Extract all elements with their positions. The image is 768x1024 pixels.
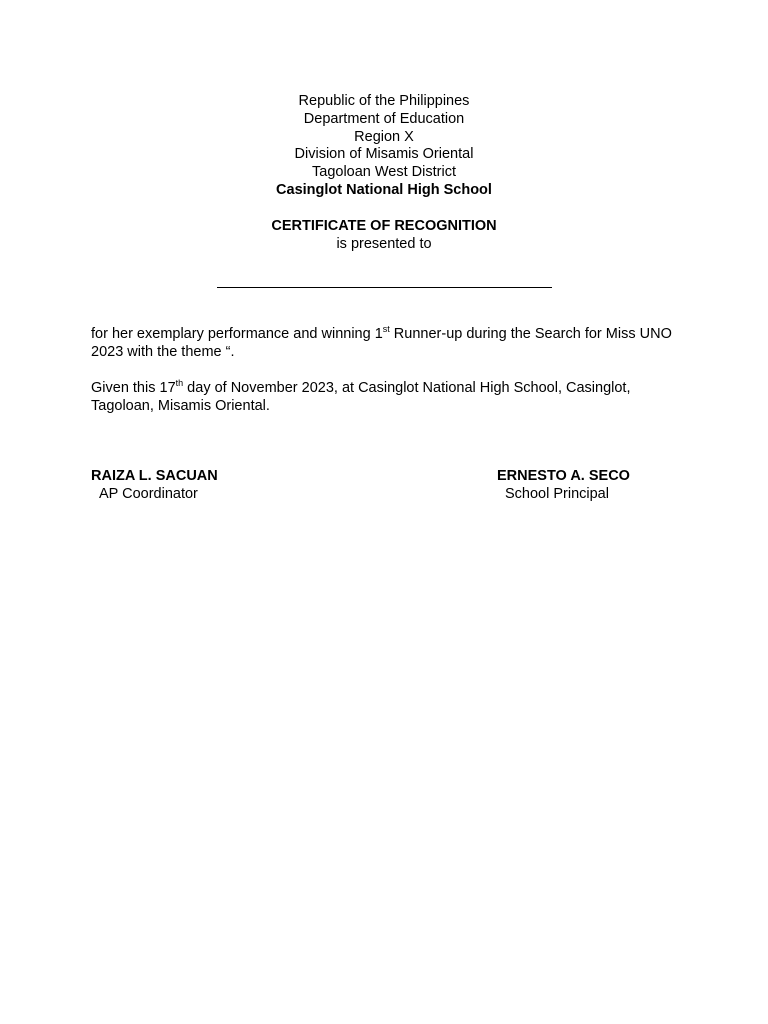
header-district: Tagoloan West District	[312, 164, 456, 181]
header-region: Region X	[354, 128, 414, 145]
achievement-paragraph	[91, 325, 691, 361]
given-ordinal-suffix: th	[175, 378, 184, 389]
signatory-left-name: RAIZA L. SACUAN	[91, 468, 218, 484]
signatory-right	[497, 467, 630, 503]
certificate-title-block	[0, 217, 768, 253]
given-text-start: Given this 17	[91, 380, 176, 396]
certificate-title: CERTIFICATE OF RECOGNITION	[271, 218, 497, 234]
given-text-end: day of November 2023, at Casinglot National High School, Casinglot, Tagoloan, Misamis Oriental.	[91, 380, 631, 414]
achievement-ordinal-suffix: st	[382, 324, 390, 335]
given-date-paragraph	[91, 379, 691, 415]
header-republic: Republic of the Philippines	[298, 93, 470, 109]
achievement-text-start: for her exemplary performance and winning 1	[91, 326, 383, 342]
header-school-name: Casinglot National High School	[276, 181, 492, 198]
signatory-left-role: AP Coordinator	[99, 486, 198, 502]
signatory-right-name: ERNESTO A. SECO	[497, 468, 630, 484]
signatory-right-role: School Principal	[505, 486, 609, 502]
signatory-left	[91, 467, 218, 503]
header-department: Department of Education	[303, 110, 465, 127]
recipient-name-line	[217, 287, 552, 288]
achievement-text-end: Runner-up during the Search for Miss UNO 2023 with the theme “.	[91, 326, 672, 360]
presented-to-text: is presented to	[336, 236, 432, 252]
header-division: Division of Misamis Oriental	[294, 146, 474, 163]
document-header	[0, 93, 768, 200]
